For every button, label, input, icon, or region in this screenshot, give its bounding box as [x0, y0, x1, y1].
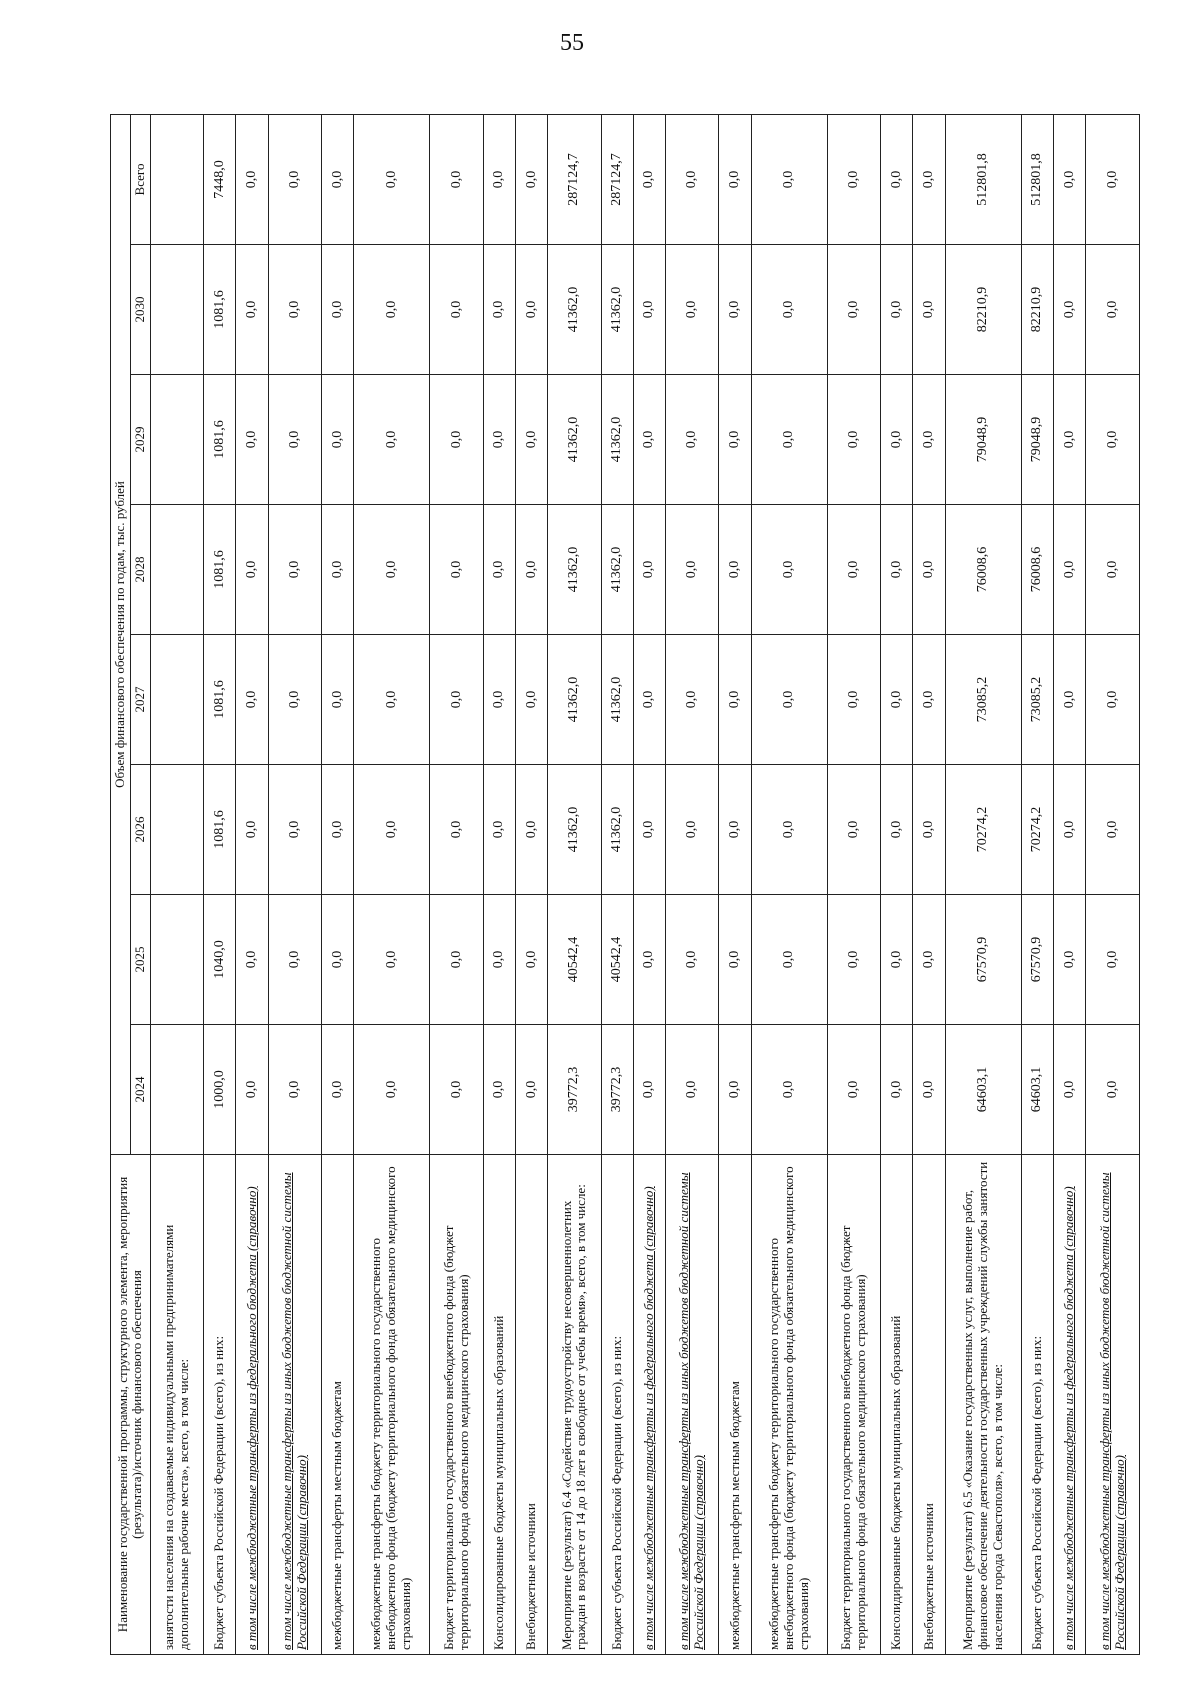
value-cell: 0,0 [236, 765, 268, 895]
value-cell: 0,0 [483, 635, 515, 765]
total-cell: 287124,7 [548, 114, 601, 244]
total-cell: 512801,8 [1021, 114, 1053, 244]
value-cell: 41362,0 [601, 375, 633, 505]
value-cell: 0,0 [483, 1025, 515, 1155]
table-row [268, 114, 321, 1654]
value-cell: 0,0 [1054, 505, 1086, 635]
page-number: 55 [560, 30, 584, 56]
row-label: Бюджет субъекта Российской Федерации (всего), из них: [1021, 1155, 1053, 1655]
total-cell: 0,0 [268, 114, 321, 244]
value-cell: 41362,0 [601, 635, 633, 765]
value-cell: 0,0 [322, 635, 354, 765]
value-cell: 0,0 [1054, 765, 1086, 895]
value-cell: 0,0 [633, 245, 665, 375]
table-row [1021, 114, 1053, 1654]
value-cell: 0,0 [516, 375, 548, 505]
value-cell: 76008,6 [945, 505, 1021, 635]
value-cell: 0,0 [633, 375, 665, 505]
value-cell: 0,0 [268, 1025, 321, 1155]
value-cell: 1081,6 [204, 245, 236, 375]
year-header: 2026 [130, 765, 150, 895]
row-label: в том числе межбюджетные трансферты из федерального бюджета (справочно) [1054, 1155, 1086, 1655]
value-cell: 0,0 [1054, 635, 1086, 765]
header-row-group [111, 114, 131, 1654]
value-cell [150, 895, 203, 1025]
value-cell: 0,0 [719, 505, 751, 635]
value-cell: 0,0 [633, 1025, 665, 1155]
value-cell: 0,0 [322, 245, 354, 375]
value-cell: 0,0 [430, 245, 483, 375]
value-cell: 0,0 [354, 765, 430, 895]
total-cell: 7448,0 [204, 114, 236, 244]
value-cell: 0,0 [666, 635, 719, 765]
total-header: Всего [130, 114, 150, 244]
value-cell: 0,0 [827, 635, 880, 765]
value-cell: 1081,6 [204, 505, 236, 635]
year-header: 2027 [130, 635, 150, 765]
table-row [430, 114, 483, 1654]
value-cell: 79048,9 [1021, 375, 1053, 505]
value-cell: 0,0 [430, 505, 483, 635]
table-row [633, 114, 665, 1654]
value-cell: 0,0 [236, 245, 268, 375]
total-cell: 0,0 [633, 114, 665, 244]
value-cell: 0,0 [1054, 1025, 1086, 1155]
value-cell: 0,0 [430, 635, 483, 765]
value-cell: 0,0 [666, 765, 719, 895]
row-label: межбюджетные трансферты местным бюджетам [322, 1155, 354, 1655]
value-cell: 0,0 [827, 375, 880, 505]
table-row [1054, 114, 1086, 1654]
value-cell: 0,0 [268, 505, 321, 635]
total-cell: 0,0 [322, 114, 354, 244]
row-label: в том числе межбюджетные трансферты из федерального бюджета (справочно) [236, 1155, 268, 1655]
value-cell: 0,0 [236, 375, 268, 505]
value-cell: 0,0 [719, 895, 751, 1025]
row-label: Мероприятие (результат) 6.5 «Оказание государственных услуг, выполнение работ, финансовое обеспечение деятельности государственных учреждений службы занятости населения города Севастополя», всего, в том числе: [945, 1155, 1021, 1655]
table-row [751, 114, 827, 1654]
value-cell [150, 765, 203, 895]
value-cell: 0,0 [881, 505, 913, 635]
value-cell: 0,0 [827, 505, 880, 635]
value-cell: 73085,2 [1021, 635, 1053, 765]
value-cell: 0,0 [827, 1025, 880, 1155]
row-label: Внебюджетные источники [516, 1155, 548, 1655]
table-row [827, 114, 880, 1654]
value-cell [150, 505, 203, 635]
row-label: Бюджет территориального государственного внебюджетного фонда (бюджет территориального фонда обязательного медицинского страхования) [827, 1155, 880, 1655]
value-cell: 0,0 [633, 765, 665, 895]
value-cell: 0,0 [1086, 635, 1140, 765]
value-cell: 0,0 [322, 375, 354, 505]
value-cell: 73085,2 [945, 635, 1021, 765]
value-cell: 0,0 [516, 635, 548, 765]
table-row [204, 114, 236, 1654]
value-cell: 0,0 [913, 895, 945, 1025]
total-cell: 0,0 [483, 114, 515, 244]
value-cell: 0,0 [354, 245, 430, 375]
total-cell: 0,0 [881, 114, 913, 244]
total-cell: 0,0 [827, 114, 880, 244]
value-cell: 0,0 [633, 635, 665, 765]
value-cell: 79048,9 [945, 375, 1021, 505]
row-label: межбюджетные трансферты бюджету территориального государственного внебюджетного фонда (бюджету территориального фонда обязательного медицинского страхования) [751, 1155, 827, 1655]
table-row [322, 114, 354, 1654]
value-cell: 0,0 [881, 245, 913, 375]
total-cell: 0,0 [236, 114, 268, 244]
value-cell: 41362,0 [548, 505, 601, 635]
total-cell: 0,0 [430, 114, 483, 244]
table-row [913, 114, 945, 1654]
value-cell: 0,0 [1086, 1025, 1140, 1155]
value-cell: 0,0 [1054, 895, 1086, 1025]
value-cell: 67570,9 [1021, 895, 1053, 1025]
year-header: 2028 [130, 505, 150, 635]
row-label: в том числе межбюджетные трансферты из федерального бюджета (справочно) [633, 1155, 665, 1655]
value-cell: 0,0 [666, 505, 719, 635]
total-cell: 0,0 [751, 114, 827, 244]
table-body [150, 114, 1139, 1654]
row-label: Консолидированные бюджеты муниципальных образований [483, 1155, 515, 1655]
value-cell: 0,0 [236, 1025, 268, 1155]
row-label: Внебюджетные источники [913, 1155, 945, 1655]
value-cell: 0,0 [881, 1025, 913, 1155]
value-cell: 0,0 [827, 765, 880, 895]
value-cell [150, 245, 203, 375]
value-cell: 0,0 [1054, 245, 1086, 375]
value-cell: 82210,9 [1021, 245, 1053, 375]
value-cell: 0,0 [268, 765, 321, 895]
value-cell: 0,0 [913, 505, 945, 635]
value-cell: 1000,0 [204, 1025, 236, 1155]
value-cell: 41362,0 [548, 375, 601, 505]
total-cell: 0,0 [1086, 114, 1140, 244]
row-label: Бюджет субъекта Российской Федерации (всего), из них: [601, 1155, 633, 1655]
value-cell: 1081,6 [204, 635, 236, 765]
value-cell: 0,0 [719, 635, 751, 765]
value-cell: 0,0 [881, 895, 913, 1025]
value-cell [150, 1025, 203, 1155]
total-cell: 287124,7 [601, 114, 633, 244]
value-cell: 0,0 [666, 375, 719, 505]
value-cell: 82210,9 [945, 245, 1021, 375]
row-label: межбюджетные трансферты бюджету территориального государственного внебюджетного фонда (бюджету территориального фонда обязательного медицинского страхования) [354, 1155, 430, 1655]
value-cell: 0,0 [483, 375, 515, 505]
value-cell: 67570,9 [945, 895, 1021, 1025]
value-cell: 70274,2 [945, 765, 1021, 895]
value-cell: 0,0 [1086, 245, 1140, 375]
value-cell: 0,0 [1086, 765, 1140, 895]
value-cell: 0,0 [322, 765, 354, 895]
value-cell: 0,0 [751, 375, 827, 505]
table-row [483, 114, 515, 1654]
value-cell: 0,0 [913, 635, 945, 765]
table-row [354, 114, 430, 1654]
value-cell: 0,0 [236, 505, 268, 635]
financing-table [110, 114, 1140, 1655]
table-row [666, 114, 719, 1654]
value-cell: 41362,0 [548, 635, 601, 765]
table-row [945, 114, 1021, 1654]
value-cell: 0,0 [751, 505, 827, 635]
value-cell: 0,0 [516, 1025, 548, 1155]
value-cell: 0,0 [881, 635, 913, 765]
value-cell: 41362,0 [601, 765, 633, 895]
total-cell: 0,0 [666, 114, 719, 244]
value-cell: 0,0 [268, 375, 321, 505]
row-label: Бюджет субъекта Российской Федерации (всего), из них: [204, 1155, 236, 1655]
value-cell: 0,0 [881, 765, 913, 895]
value-cell: 0,0 [354, 635, 430, 765]
row-label: межбюджетные трансферты местным бюджетам [719, 1155, 751, 1655]
value-cell: 0,0 [1054, 375, 1086, 505]
rotated-table-container [110, 115, 1140, 1655]
value-cell: 40542,4 [548, 895, 601, 1025]
value-cell: 0,0 [516, 895, 548, 1025]
total-cell: 512801,8 [945, 114, 1021, 244]
value-cell: 70274,2 [1021, 765, 1053, 895]
value-cell: 0,0 [354, 505, 430, 635]
value-cell: 0,0 [1086, 505, 1140, 635]
year-header: 2024 [130, 1025, 150, 1155]
value-cell: 0,0 [430, 1025, 483, 1155]
value-cell: 0,0 [751, 765, 827, 895]
value-cell: 39772,3 [601, 1025, 633, 1155]
value-cell: 0,0 [268, 895, 321, 1025]
value-cell: 0,0 [322, 895, 354, 1025]
value-cell [150, 635, 203, 765]
value-cell: 40542,4 [601, 895, 633, 1025]
total-cell: 0,0 [354, 114, 430, 244]
value-cell: 0,0 [354, 895, 430, 1025]
row-label: Мероприятие (результат) 6.4 «Содействие трудоустройству несовершеннолетних граждан в возрасте от 14 до 18 лет в свободное от учебы время», всего, в том числе: [548, 1155, 601, 1655]
total-cell: 0,0 [1054, 114, 1086, 244]
value-cell: 0,0 [881, 375, 913, 505]
value-cell: 0,0 [483, 505, 515, 635]
value-cell: 0,0 [268, 245, 321, 375]
value-cell: 0,0 [666, 245, 719, 375]
year-header: 2029 [130, 375, 150, 505]
row-label: в том числе межбюджетные трансферты из иных бюджетов бюджетной системы Российской Федерации (справочно) [666, 1155, 719, 1655]
name-column-header: Наименование государственной программы, структурного элемента, мероприятия (результата)/источник финансового обеспечения [111, 1155, 151, 1655]
value-cell: 0,0 [430, 375, 483, 505]
table-row [548, 114, 601, 1654]
value-cell: 0,0 [719, 375, 751, 505]
value-cell: 0,0 [354, 1025, 430, 1155]
value-cell: 0,0 [633, 895, 665, 1025]
table-row [1086, 114, 1140, 1654]
row-label: Консолидированные бюджеты муниципальных образований [881, 1155, 913, 1655]
total-cell: 0,0 [719, 114, 751, 244]
value-cell: 41362,0 [548, 765, 601, 895]
value-cell: 0,0 [236, 895, 268, 1025]
value-cell: 0,0 [1086, 895, 1140, 1025]
value-cell: 0,0 [719, 245, 751, 375]
value-cell: 0,0 [719, 765, 751, 895]
row-label: занятости населения на создаваемые индивидуальными предпринимателями дополнительные рабочие места», всего, в том числе: [150, 1155, 203, 1655]
value-cell: 0,0 [322, 505, 354, 635]
value-cell: 0,0 [268, 635, 321, 765]
value-cell: 0,0 [913, 375, 945, 505]
value-cell: 0,0 [354, 375, 430, 505]
row-label: в том числе межбюджетные трансферты из иных бюджетов бюджетной системы Российской Федерации (справочно) [1086, 1155, 1140, 1655]
year-header: 2030 [130, 245, 150, 375]
table-row [150, 114, 203, 1654]
value-cell: 41362,0 [548, 245, 601, 375]
value-cell: 0,0 [236, 635, 268, 765]
value-cell: 0,0 [483, 765, 515, 895]
row-label: Бюджет территориального государственного внебюджетного фонда (бюджет территориального фонда обязательного медицинского страхования) [430, 1155, 483, 1655]
value-cell: 1081,6 [204, 765, 236, 895]
value-cell: 0,0 [751, 245, 827, 375]
value-cell: 0,0 [516, 505, 548, 635]
value-cell: 0,0 [322, 1025, 354, 1155]
value-cell: 0,0 [516, 245, 548, 375]
value-cell: 0,0 [913, 245, 945, 375]
table-row [516, 114, 548, 1654]
value-cell: 39772,3 [548, 1025, 601, 1155]
total-cell: 0,0 [913, 114, 945, 244]
value-cell: 0,0 [827, 245, 880, 375]
value-cell: 0,0 [430, 765, 483, 895]
total-cell: 0,0 [516, 114, 548, 244]
value-cell: 0,0 [483, 895, 515, 1025]
value-cell: 0,0 [913, 765, 945, 895]
table-row [881, 114, 913, 1654]
value-cell: 1081,6 [204, 375, 236, 505]
value-cell: 64603,1 [945, 1025, 1021, 1155]
value-cell [150, 375, 203, 505]
value-cell: 76008,6 [1021, 505, 1053, 635]
row-label: в том числе межбюджетные трансферты из иных бюджетов бюджетной системы Российской Федерации (справочно) [268, 1155, 321, 1655]
value-cell: 0,0 [751, 1025, 827, 1155]
value-cell: 0,0 [483, 245, 515, 375]
total-cell [150, 114, 203, 244]
value-cell: 0,0 [827, 895, 880, 1025]
group-title-header: Объем финансового обеспечения по годам, тыс. рублей [111, 114, 131, 1154]
table-row [719, 114, 751, 1654]
value-cell: 0,0 [430, 895, 483, 1025]
value-cell: 0,0 [666, 1025, 719, 1155]
value-cell: 0,0 [1086, 375, 1140, 505]
value-cell: 0,0 [913, 1025, 945, 1155]
value-cell: 0,0 [751, 635, 827, 765]
value-cell: 0,0 [633, 505, 665, 635]
table-row [601, 114, 633, 1654]
value-cell: 0,0 [516, 765, 548, 895]
value-cell: 41362,0 [601, 505, 633, 635]
value-cell: 64603,1 [1021, 1025, 1053, 1155]
table-row [236, 114, 268, 1654]
year-header: 2025 [130, 895, 150, 1025]
value-cell: 0,0 [719, 1025, 751, 1155]
value-cell: 0,0 [751, 895, 827, 1025]
value-cell: 0,0 [666, 895, 719, 1025]
value-cell: 41362,0 [601, 245, 633, 375]
value-cell: 1040,0 [204, 895, 236, 1025]
